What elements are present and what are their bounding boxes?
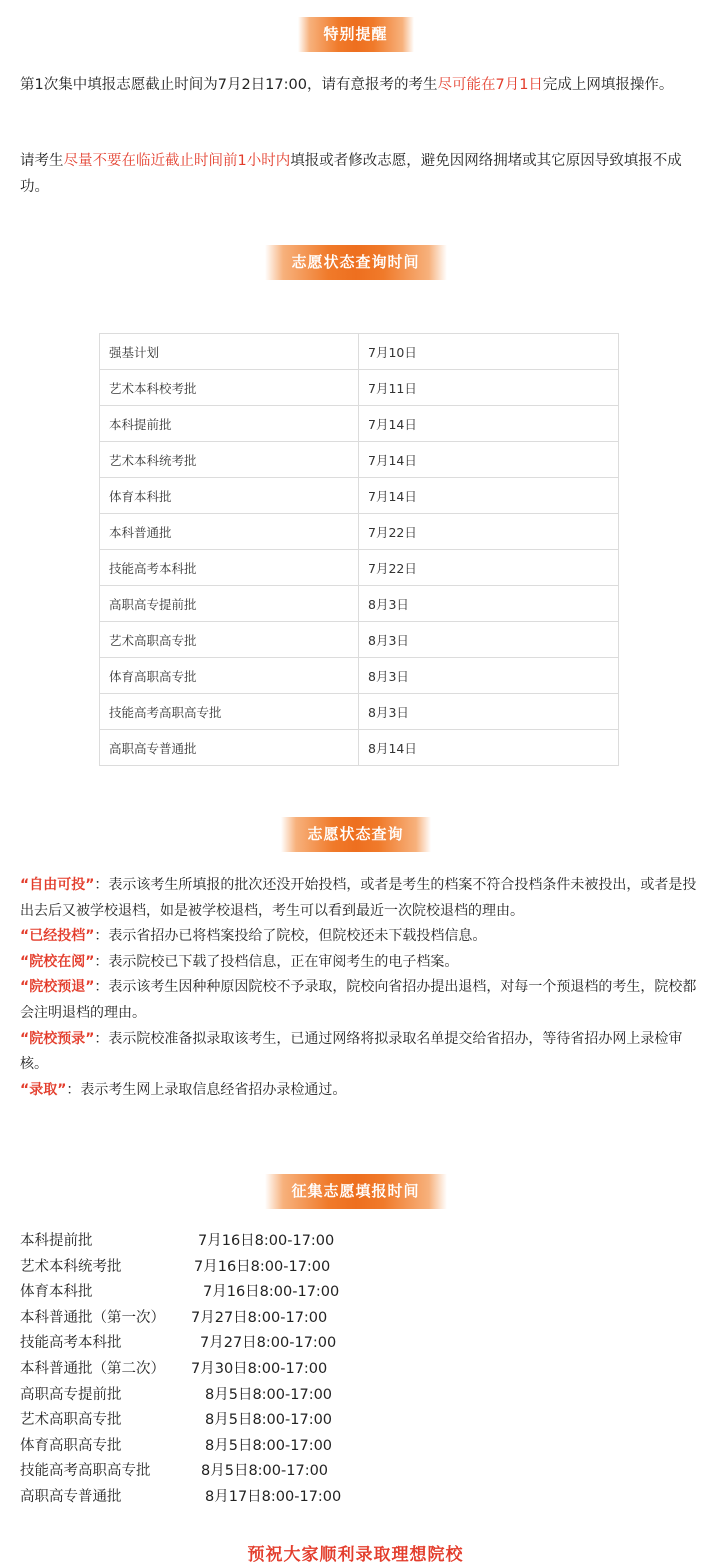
schedule-time: 8月17日8:00-17:00 (205, 1488, 342, 1505)
table-row (100, 658, 619, 694)
collect-schedule-list (20, 1229, 440, 1511)
table-row (100, 406, 619, 442)
table-row (100, 730, 619, 766)
status-term: “院校预退” (20, 979, 95, 996)
schedule-row (20, 1383, 440, 1409)
query-date-cell: 7月14日 (359, 442, 619, 478)
status-description: ：表示院校准备拟录取该考生，已通过网络将拟录取名单提交给省招办，等待省招办网上录检审核。 (20, 1030, 683, 1073)
query-date-cell: 8月14日 (359, 730, 619, 766)
schedule-batch: 本科普通批（第一次） (20, 1309, 165, 1326)
schedule-row (20, 1459, 440, 1485)
batch-name-cell: 艺术高职高专批 (100, 622, 359, 658)
schedule-batch: 高职高专提前批 (20, 1386, 122, 1403)
schedule-batch: 本科提前批 (20, 1233, 93, 1249)
status-term: “已经投档” (20, 928, 95, 945)
notice-highlight: 尽可能在7月1日 (437, 77, 543, 93)
schedule-batch: 技能高考高职高专批 (20, 1463, 151, 1480)
query-date-cell: 7月11日 (359, 370, 619, 406)
schedule-batch: 高职高专普通批 (20, 1488, 122, 1505)
query-date-cell: 7月14日 (359, 406, 619, 442)
schedule-batch: 技能高考本科批 (20, 1335, 122, 1352)
status-definition (20, 975, 700, 1026)
notice-paragraph-1 (20, 72, 700, 98)
status-term: “院校预录” (20, 1030, 95, 1047)
batch-name-cell: 技能高考本科批 (100, 550, 359, 586)
schedule-row (20, 1357, 440, 1383)
batch-name-cell: 高职高专普通批 (100, 730, 359, 766)
status-term: “录取” (20, 1081, 67, 1098)
schedule-time: 7月16日8:00-17:00 (198, 1233, 335, 1249)
banner-special-reminder: 特别提醒 (298, 17, 414, 52)
table-row (100, 622, 619, 658)
footer-wish: 预祝大家顺利录取理想院校 (247, 1545, 464, 1565)
schedule-row (20, 1229, 440, 1255)
notice-text: 完成上网填报操作。 (542, 77, 674, 93)
batch-name-cell: 高职高专提前批 (100, 586, 359, 622)
status-definition (20, 924, 700, 950)
schedule-row (20, 1280, 440, 1306)
schedule-row (20, 1331, 440, 1357)
batch-name-cell: 强基计划 (100, 334, 359, 370)
schedule-batch: 本科普通批（第二次） (20, 1360, 165, 1377)
table-row (100, 478, 619, 514)
table-row (100, 370, 619, 406)
notice-paragraph-2 (20, 148, 700, 200)
schedule-time: 8月5日8:00-17:00 (201, 1463, 329, 1480)
schedule-batch: 艺术本科统考批 (20, 1258, 122, 1275)
schedule-time: 7月30日8:00-17:00 (191, 1360, 328, 1377)
schedule-row (20, 1255, 440, 1281)
query-date-cell: 7月22日 (359, 550, 619, 586)
schedule-batch: 体育本科批 (20, 1284, 93, 1301)
batch-name-cell: 体育高职高专批 (100, 658, 359, 694)
batch-name-cell: 技能高考高职高专批 (100, 694, 359, 730)
schedule-time: 7月27日8:00-17:00 (191, 1309, 328, 1326)
table-row (100, 334, 619, 370)
batch-name-cell: 体育本科批 (100, 478, 359, 514)
query-date-cell: 8月3日 (359, 658, 619, 694)
table-row (100, 514, 619, 550)
status-description: ：表示考生网上录取信息经省招办录检通过。 (66, 1081, 347, 1098)
query-date-cell: 8月3日 (359, 622, 619, 658)
query-time-table (99, 333, 619, 766)
status-description: ：表示省招办已将档案投给了院校，但院校还未下载投档信息。 (94, 928, 487, 945)
schedule-row (20, 1485, 440, 1511)
schedule-time: 7月16日8:00-17:00 (203, 1284, 340, 1301)
table-row (100, 550, 619, 586)
status-definition (20, 1078, 700, 1104)
status-definition (20, 1027, 700, 1078)
schedule-time: 7月16日8:00-17:00 (194, 1258, 331, 1275)
status-definition (20, 950, 700, 976)
banner-query-time: 志愿状态查询时间 (265, 245, 447, 280)
schedule-row (20, 1306, 440, 1332)
query-date-cell: 8月3日 (359, 694, 619, 730)
schedule-time: 7月27日8:00-17:00 (200, 1335, 337, 1352)
banner-collect-time: 征集志愿填报时间 (265, 1174, 447, 1209)
schedule-time: 8月5日8:00-17:00 (205, 1412, 333, 1429)
schedule-time: 8月5日8:00-17:00 (205, 1386, 333, 1403)
query-date-cell: 7月14日 (359, 478, 619, 514)
notice-text: 填报或者修改志愿，避免因网络拥堵或其它原因导致填报不成功。 (20, 153, 682, 195)
batch-name-cell: 艺术本科统考批 (100, 442, 359, 478)
query-date-cell: 7月22日 (359, 514, 619, 550)
status-description: ：表示院校已下载了投档信息，正在审阅考生的电子档案。 (94, 953, 459, 970)
status-term: “自由可投” (20, 877, 95, 893)
schedule-row (20, 1408, 440, 1434)
notice-text: 请考生 (20, 153, 64, 169)
status-term: “院校在阅” (20, 953, 95, 970)
notice-text: 第1次集中填报志愿截止时间为7月2日17:00，请有意报考的考生 (20, 77, 438, 93)
status-description: ：表示该考生所填报的批次还没开始投档，或者是考生的档案不符合投档条件未被投出，或者是投出去后又被学校退档，如是被学校退档，考生可以看到最近一次院校退档的理由。 (20, 877, 697, 919)
schedule-row (20, 1434, 440, 1460)
status-definitions (20, 873, 700, 1103)
table-row (100, 442, 619, 478)
table-row (100, 694, 619, 730)
schedule-batch: 艺术高职高专批 (20, 1412, 122, 1429)
status-definition (20, 873, 700, 924)
banner-status-query: 志愿状态查询 (281, 817, 431, 852)
batch-name-cell: 本科普通批 (100, 514, 359, 550)
notice-highlight: 尽量不要在临近截止时间前1小时内 (63, 153, 291, 169)
table-row (100, 586, 619, 622)
query-date-cell: 8月3日 (359, 586, 619, 622)
batch-name-cell: 艺术本科校考批 (100, 370, 359, 406)
schedule-time: 8月5日8:00-17:00 (205, 1437, 333, 1454)
status-description: ：表示该考生因种种原因院校不予录取，院校向省招办提出退档，对每一个预退档的考生，院校都会注明退档的理由。 (20, 979, 697, 1021)
batch-name-cell: 本科提前批 (100, 406, 359, 442)
schedule-batch: 体育高职高专批 (20, 1437, 122, 1454)
query-date-cell: 7月10日 (359, 334, 619, 370)
